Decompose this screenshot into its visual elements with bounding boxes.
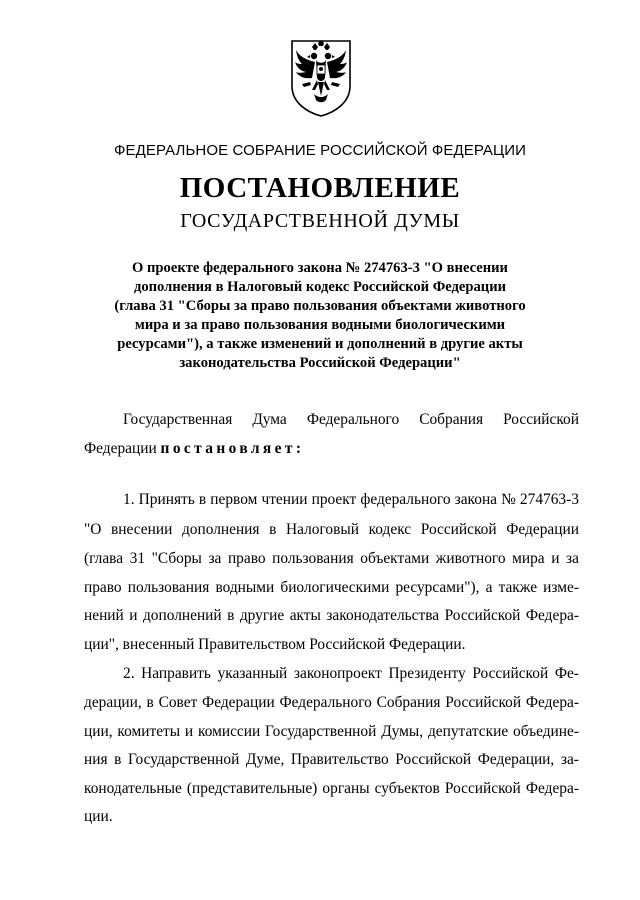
- word: Правительство: [290, 751, 389, 768]
- word: 274763-3: [519, 491, 579, 508]
- word: а: [485, 579, 493, 596]
- word: за: [566, 550, 579, 567]
- word: в: [198, 491, 207, 508]
- word: Президенту: [388, 665, 466, 682]
- word: Принять: [138, 491, 195, 508]
- word: федерального: [360, 491, 451, 508]
- word: Российской: [472, 665, 549, 682]
- word: за: [208, 550, 222, 567]
- clause-line: ции", внесенный Правительством Российской Федерации.: [84, 636, 466, 653]
- subject-line: дополнения в Налоговый кодекс Российской Федерации: [133, 279, 507, 295]
- word: Государственной: [265, 723, 377, 740]
- clause-line: [84, 692, 579, 714]
- subject-line: ресурсами"), а также изменений и дополнений в другие акты: [117, 336, 523, 352]
- word: дополнения: [181, 521, 260, 538]
- preamble-word: Российской: [503, 411, 579, 428]
- clause-line: [84, 749, 579, 771]
- word: комиссии: [198, 723, 261, 740]
- subject-line: мира и за право пользования водными биологическими: [134, 317, 506, 333]
- word: Федера-: [525, 607, 579, 624]
- word: законопроект: [293, 665, 382, 682]
- word: Российской: [444, 780, 521, 797]
- preamble-line: [84, 438, 304, 460]
- word: ции,: [84, 723, 113, 740]
- word: дерации,: [84, 694, 142, 711]
- word: субъектов: [374, 780, 440, 797]
- word: объектами: [360, 550, 430, 567]
- word: Фе-: [554, 665, 579, 682]
- word: дополнений: [142, 607, 222, 624]
- word: в: [269, 521, 277, 538]
- word: в: [227, 607, 235, 624]
- assembly-name: ФЕДЕРАЛЬНОЕ СОБРАНИЕ РОССИЙСКОЙ ФЕДЕРАЦИИ: [114, 142, 526, 159]
- clause-line: [84, 778, 579, 800]
- word: депутатские: [427, 723, 509, 740]
- word: нений: [84, 607, 124, 624]
- word: пользования: [127, 579, 210, 596]
- word: Собрания: [376, 694, 441, 711]
- word: Направить: [141, 665, 211, 682]
- subject-line: законодательства Российской Федерации": [179, 355, 461, 371]
- resolves-keyword: постановляет:: [160, 440, 305, 457]
- word: изме-: [543, 579, 579, 596]
- clause-line: [84, 605, 579, 627]
- word: 31: [129, 550, 146, 567]
- word: объедине-: [513, 723, 579, 740]
- word: конодательные: [84, 780, 182, 797]
- clause-line: [123, 489, 579, 511]
- word: Федерации: [202, 694, 275, 711]
- subject-line: (глава 31 "Сборы за право пользования объектами животного: [114, 298, 526, 314]
- subject-line: О проекте федерального закона № 274763-3 "О внесении: [132, 260, 508, 276]
- word: Федера-: [525, 780, 579, 797]
- word: другие: [239, 607, 285, 624]
- word: Российской: [445, 694, 522, 711]
- word: закона: [454, 491, 498, 508]
- word: и: [129, 607, 138, 624]
- word: Российской: [395, 751, 472, 768]
- word: "О: [84, 521, 102, 538]
- word: законодательства: [326, 607, 440, 624]
- word: Налоговый: [286, 521, 359, 538]
- word: первом: [210, 491, 258, 508]
- document-type: ПОСТАНОВЛЕНИЕ: [179, 172, 461, 204]
- word: Федерации: [506, 521, 579, 538]
- word: комитеты: [117, 723, 181, 740]
- word: (глава: [84, 550, 124, 567]
- word: указанный: [217, 665, 288, 682]
- word: право: [227, 550, 266, 567]
- word: и: [551, 550, 560, 567]
- clause-line: [84, 577, 579, 599]
- clause-line: [123, 663, 579, 685]
- word: 1.: [123, 491, 135, 508]
- word: мира: [512, 550, 545, 567]
- preamble-text: Федерации: [84, 440, 161, 457]
- word: Федерации,: [477, 751, 555, 768]
- preamble-word: Федерального: [306, 411, 400, 428]
- word: Государственной: [128, 751, 240, 768]
- clause-line: [84, 548, 579, 570]
- word: Российской: [420, 521, 497, 538]
- word: в: [146, 694, 154, 711]
- coat-of-arms-icon: [288, 38, 354, 118]
- preamble-line: [123, 409, 579, 431]
- document-subject: [60, 259, 580, 373]
- word: 2.: [123, 665, 135, 682]
- word: пользования: [272, 550, 354, 567]
- word: внесении: [111, 521, 173, 538]
- word: Совет: [158, 694, 198, 711]
- word: в: [114, 751, 122, 768]
- document-issuer: ГОСУДАРСТВЕННОЙ ДУМЫ: [180, 210, 460, 232]
- clause-line: [84, 721, 579, 743]
- word: животного: [435, 550, 506, 567]
- word: ресурсами"),: [395, 579, 480, 596]
- word: Федера-: [525, 694, 579, 711]
- word: ния: [84, 751, 108, 768]
- word: чтении: [261, 491, 308, 508]
- word: Федерального: [279, 694, 372, 711]
- word: органы: [322, 780, 370, 797]
- word: акты: [289, 607, 321, 624]
- preamble-word: Государственная: [123, 411, 233, 428]
- clause-line: ции.: [84, 808, 113, 825]
- preamble-word: Дума: [252, 411, 287, 428]
- word: №: [501, 491, 516, 508]
- word: проект: [311, 491, 357, 508]
- word: кодекс: [368, 521, 412, 538]
- word: и: [184, 723, 194, 740]
- word: "Сборы: [151, 550, 202, 567]
- word: (представительные): [186, 780, 318, 797]
- word: также: [498, 579, 538, 596]
- word: Думе,: [245, 751, 285, 768]
- word: Думы,: [381, 723, 424, 740]
- word: право: [84, 579, 122, 596]
- word: водными: [215, 579, 275, 596]
- word: Российской: [444, 607, 521, 624]
- clause-line: [84, 519, 579, 541]
- word: биологическими: [280, 579, 390, 596]
- preamble-word: Собрания: [419, 411, 484, 428]
- word: за-: [560, 751, 579, 768]
